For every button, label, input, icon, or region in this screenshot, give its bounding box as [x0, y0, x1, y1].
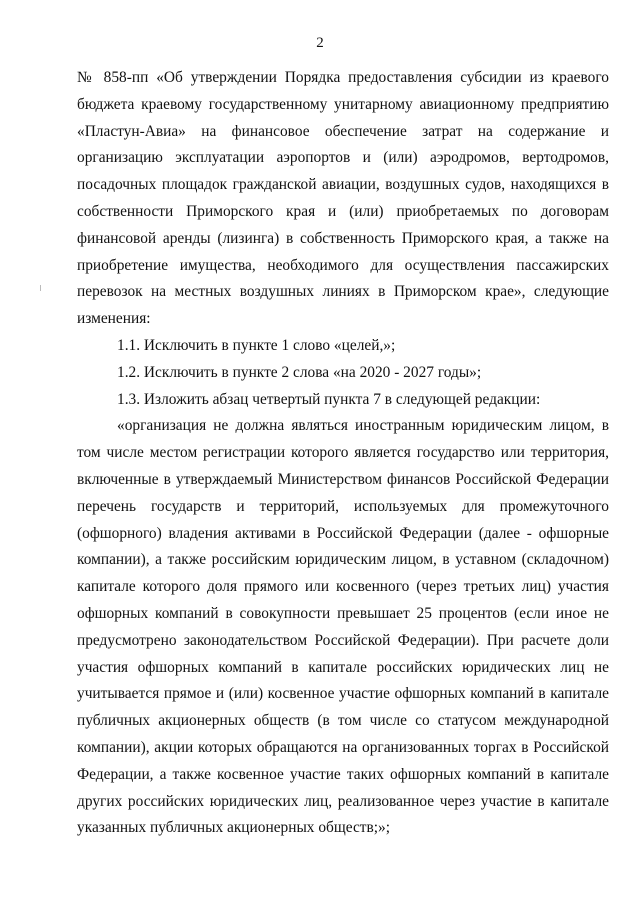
- page-number: 2: [316, 35, 324, 51]
- intro-paragraph: № 858-пп «Об утверждении Порядка предоставления субсидии из краевого бюджета краевому государственному унитарному авиационному предприятию «Пластун-Авиа» на финансовое обеспечение затрат на содержание и организацию эксплуатации аэропортов и (или) аэродромов, вертодромов, посадочных площадок гражданской авиации, воздушных судов, находящихся в собственности Приморского края и (или) приобретаемых по договорам финансовой аренды (лизинга) в собственность Приморского края, а также на приобретение имущества, необходимого для осуществления пассажирских перевозок на местных воздушных линиях в Приморском крае», следующие изменения:: [77, 69, 609, 328]
- scan-margin-mark: [40, 285, 41, 291]
- document-body: [77, 65, 609, 842]
- quoted-new-wording: «организация не должна являться иностранным юридическим лицом, в том числе местом регистрации которого является государство или территория, включенные в утверждаемый Министерством финансов Российской Федерации перечень государств и территорий, используемых для промежуточного (офшорного) владения активами в Российской Федерации (далее - офшорные компании), а также российским юридическим лицом, в уставном (складочном) капитале которого доля прямого или косвенного (через третьих лиц) участия офшорных компаний в совокупности превышает 25 процентов (если иное не предусмотрено законодательством Российской Федерации). При расчете доли участия офшорных компаний в капитале российских юридических лиц не учитывается прямое и (или) косвенное участие офшорных компаний в капитале публичных акционерных обществ (в том числе со статусом международной компании), акции которых обращаются на организованных торгах в Российской Федерации, а также косвенное участие таких офшорных компаний в капитале других российских юридических лиц, реализованное через участие в капитале указанных публичных акционерных обществ;»;: [77, 417, 609, 837]
- amendment-item-1-2: 1.2. Исключить в пункте 2 слова «на 2020 - 2027 годы»;: [117, 363, 482, 381]
- amendment-item-1-1: 1.1. Исключить в пункте 1 слово «целей,»;: [117, 336, 396, 354]
- amendment-item-1-3: 1.3. Изложить абзац четвертый пункта 7 в следующей редакции:: [117, 390, 541, 408]
